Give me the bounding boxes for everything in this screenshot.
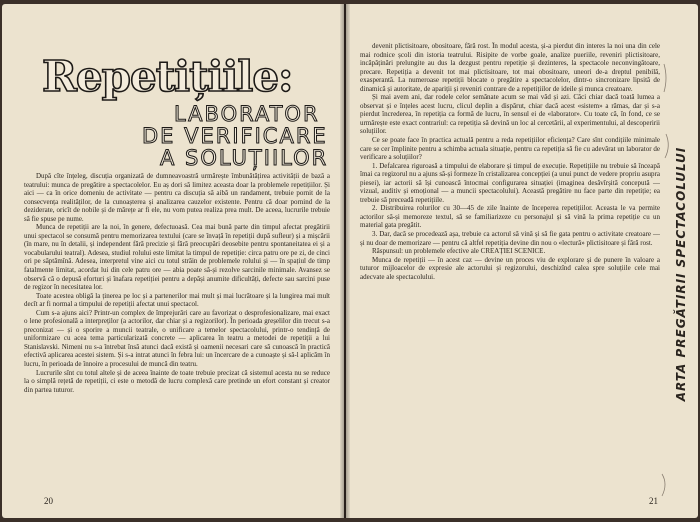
article-subtitle-line-3: A SOLUȚIILOR — [160, 146, 329, 170]
pencil-mark — [664, 64, 666, 92]
paragraph: Și mai avem ani, dar rodele celor semănate acum se mai văd și azi. Căci chiar dacă toată lumea a observat și e înțeles acest lucru, clicul deplin a dispărut, chiar dacă acest «sistem» a rămas, dar și s-a pierdut încrederea, în repetiția ca formă de lucru, în sensul ei de «laborator». Cu toate că, în fond, ce se urmărește este exact contrariul: ca repetiția să devină un loc al cercetării, al experimentului, al descoperirii soluțiilor. — [360, 93, 660, 136]
paragraph: 2. Distribuirea rolurilor cu 30—45 de zile înainte de începerea repetițiilor. Aceasta le va permite actorilor să-și memoreze textul, să se familiarizeze cu personajul și să vină la prima repetiție cu un material gata pregătit. — [360, 204, 660, 230]
page-number: 21 — [649, 496, 658, 506]
paragraph: Lucrurile sînt cu totul altele și de aceea înainte de toate trebuie precizat că sistemul acesta nu se reduce la o simplă rețetă de repetiții, ci este o metodă de lucru complexă care pretinde un efort constant și creator din partea tuturor. — [24, 368, 330, 394]
paragraph: 3. Dar, dacă se procedează așa, trebuie ca actorul să vină și să fie gata pentru o activitate creatoare — și nu doar de memorizare — pentru că altfel repetiția devine din nou o «lectură» plictisitoare și fără rost. — [360, 230, 660, 247]
page-number: 20 — [44, 496, 53, 506]
article-subtitle-line-1: LABORATOR — [174, 102, 320, 126]
pencil-mark — [665, 134, 668, 158]
left-page — [2, 4, 344, 518]
article-title: Repetițiile: — [42, 52, 293, 101]
paragraph: După cîte înțeleg, discuția organizată de dumneavoastră urmărește îmbunătățirea activității de bază a teatrului: munca de pregătire a spectacolelor. Eu aș dori să limitez aceasta doar la problemele repetițiilor. Și aici — ca în orice domeniu de activitate — pentru ca discuția să aibă un randament, trebuie pornit de la consecvența realităților, de la cunoașterea și analizarea cauzelor existente. Pentru că doar pornind de la deziderate, oricît de nobile și de mărețe ar fi ele, nu vom putea realiza prea mult. De aceea, lucrurile trebuie să fie spuse pe nume. — [24, 172, 330, 223]
paragraph: 1. Defalcarea riguroasă a timpului de elaborare și timpul de execuție. Repetițiile nu trebuie să înceapă îmai ca regizorul nu a ajuns să-și formeze în cristalizarea concepției (a unui punct de vedere propriu asupra piesei), iar actorii să își cunoască întocmai configurarea situației (imaginea desăvîrșită concepută — vizual, auditiv și emoțional — a muncii spectacolului). Această pregătire nu face parte din repetiție; ea trebuie să preceadă repetițiile. — [360, 161, 660, 204]
section-side-label-text: ARTA PREGĂTIRII SPECTACOLULUI — [674, 146, 688, 402]
paragraph: Munca de repetiții — în acest caz — devine un proces viu de explorare și de punere în valoare a tuturor mijloacelor de expresie ale actorului și regizorului, deschizînd calea spre soluțiile cele mai adecvate ale spectacolului. — [360, 255, 660, 281]
right-page — [346, 4, 698, 518]
paragraph: Răspunsul: un problemele efective ale CREAȚIEI SCENICE. — [372, 247, 546, 256]
paragraph: Cum s-a ajuns aici? Printr-un complex de împrejurări care au favorizat o desprofesionalizare, mai exact o lene profesională a interpreților (a actorilor, dar chiar și a regizorilor). În perioada greșelilor din trecut s-a preconizat — și o sporire a muncii teatrale, o unificare a temelor spectacolului, printr-o tendință de uniformizare cu acea tema particularizată concrete — aplicarea în teatru a metodei de repetiții a lui Stanislavski. Nimeni nu s-a întrebat însă atunci dacă există și oamenii necesari care să cunoască în practică efectivă aplicarea acestei sistem. Și s-a intrat atunci în febra lui: un încercare de a cunoaște și să-l aplicăm în lucru, în perioada de înnoire a procesului de muncă din teatru. — [24, 308, 330, 369]
right-body-text — [360, 42, 660, 494]
pencil-mark — [662, 474, 665, 496]
article-subtitle-line-2: DE VERIFICARE — [142, 124, 328, 148]
book-gutter — [340, 4, 350, 518]
paragraph: Toate acestea obligă la ținerea pe loc și a partenerilor mai mult și mai lucrătoare și la lungirea mai mult decît ar fi normal a timpului de repetiții afectat unui spectacol. — [24, 291, 330, 309]
paragraph: devenit plictisitoare, obositoare, fără rost. În modul acesta, și-a pierdut din interes la noi una din cele mai rodnice școli din istoria teatrului. Risipite de vorbe goale, analize pueriile, reveniri plictisitoare, incăpăținări prelungite au dus la dezgust pentru repetiție și dezinteres, la spectacole neconvingătoare, precare. Repetiția a devenit tot mai plictisitoare, tot mai obositoare, uneori de-a dreptul penibilă, exasperantă. La numeroase repetiții blocate o pregătire a spectacolelor, dintr-o sincronizare lipsită de dinamică și autoritate, de apariții și reveniri contrare de a repetițiilor de ideile și munca creatoare. — [360, 42, 660, 93]
left-body-text — [24, 172, 330, 494]
section-side-label — [670, 64, 692, 484]
article-title-block — [42, 52, 332, 170]
paragraph: Munca de repetiții are la noi, în genere, defectuoasă. Cea mai bună parte din timpul afectat pregătirii unui spectacol se consumă pentru memorizarea textului (care se învață în repetiții după sufleur) și a mișcării (în mare, nu în detalii, și independent fără precizie și fără preocupări deosebite pentru spontaneitatea ei și a vocabularului teatral). Adesea, studiul rolului este limitat la timpul de repetiție: circa patru ore pe zi, de cinci ori pe săptămînă. Adesea, interpretul vine aici cu totul străin de problemele rolului și — în spațiul de timp fatalmente limitat, acordat lui din cele patru ore — abia poate să-și rezolve sarcinile minimale. Avansez se observă că o depusă eforturi și înafara repetiției pentru a depăși anumite dificultăți, defecte sau sarcini puse de regizor în necesitatea lor. — [24, 223, 330, 292]
paragraph: Ce se poate face în practica actuală pentru a reda repetițiilor eficiența? Care sînt condițiile minimale care se cer împlinite pentru a schimba actuala situație, pentru ca repetiția să fie cu adevărat un laborator de verificare a soluțiilor? — [360, 136, 660, 162]
